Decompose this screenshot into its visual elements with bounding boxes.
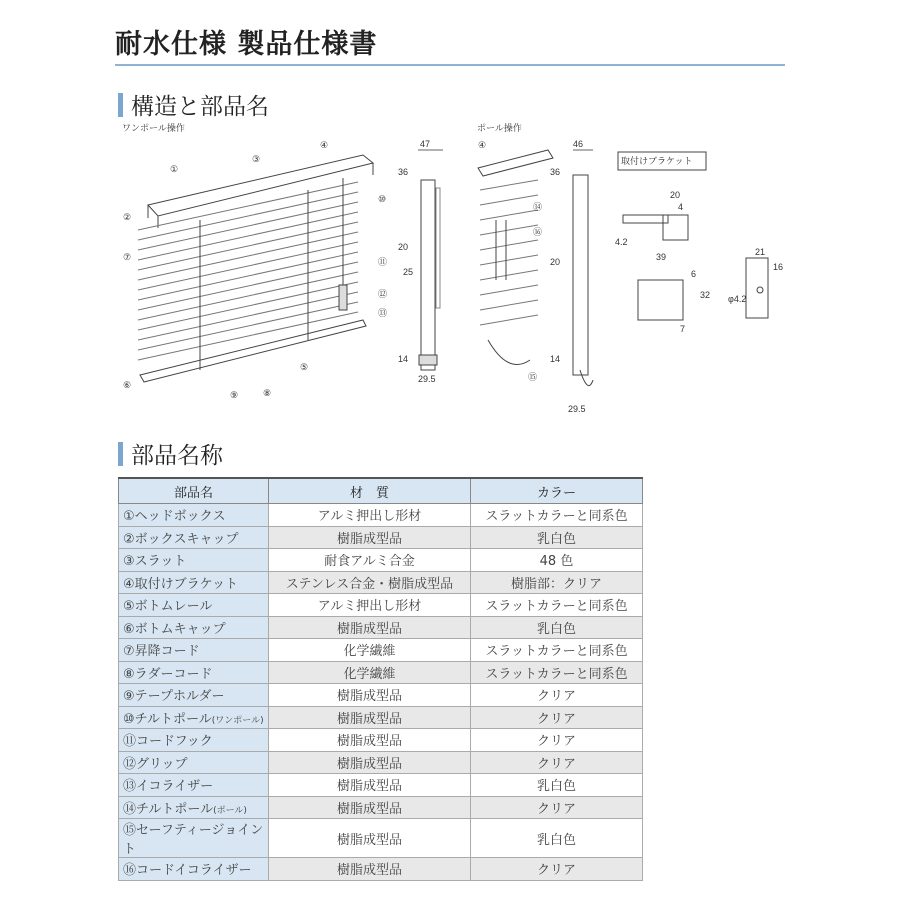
table-row xyxy=(119,571,643,594)
color-cell: クリア xyxy=(471,729,643,752)
material-cell: 樹脂成型品 xyxy=(269,858,471,881)
section-heading-structure xyxy=(118,88,269,121)
dim-bracket-b: 4 xyxy=(678,202,684,212)
material-cell: ステンレス合金・樹脂成型品 xyxy=(269,571,471,594)
one-pole-label: ワンポール操作 xyxy=(122,124,185,134)
part-name-cell xyxy=(119,639,269,662)
section-parts-title: 部品名称 xyxy=(131,443,223,469)
material-cell: 樹脂成型品 xyxy=(269,706,471,729)
dim-a-top: 47 xyxy=(420,139,431,149)
part-name: ③スラット xyxy=(123,554,187,570)
table-row xyxy=(119,639,643,662)
part-name-cell xyxy=(119,706,269,729)
parts-table-body xyxy=(119,504,643,881)
color-cell: 乳白色 xyxy=(471,526,643,549)
part-name: ⑥ボトムキャップ xyxy=(123,621,226,637)
dim-b-h2: 20 xyxy=(550,257,561,267)
color-cell: 樹脂部：クリア xyxy=(471,571,643,594)
color-cell: 乳白色 xyxy=(471,616,643,639)
callout-9: ⑨ xyxy=(230,390,239,400)
part-name-cell xyxy=(119,774,269,797)
dim-bracket-e: 6 xyxy=(691,269,697,279)
callout-6: ⑥ xyxy=(123,380,132,390)
dim-bracket-f: 32 xyxy=(700,290,711,300)
callout-2: ② xyxy=(123,212,132,222)
part-name-cell xyxy=(119,684,269,707)
part-name-cell xyxy=(119,616,269,639)
part-name-cell xyxy=(119,526,269,549)
material-cell: 樹脂成型品 xyxy=(269,616,471,639)
part-name-cell xyxy=(119,858,269,881)
dim-bracket-i: 16 xyxy=(773,262,784,272)
callout-8: ⑧ xyxy=(263,388,272,398)
color-cell: クリア xyxy=(471,684,643,707)
part-name-cell xyxy=(119,796,269,819)
part-name: ⑯コードイコライザー xyxy=(123,863,252,879)
color-cell: クリア xyxy=(471,706,643,729)
dim-a-bottom: 29.5 xyxy=(418,374,436,384)
part-name-cell xyxy=(119,661,269,684)
dim-a-h3: 25 xyxy=(403,267,414,277)
part-name: ⑭チルトポール xyxy=(123,801,214,817)
material-cell: アルミ押出し形材 xyxy=(269,504,471,527)
callout-16: ⑯ xyxy=(533,227,543,237)
callout-11: ⑪ xyxy=(378,257,388,267)
color-cell: クリア xyxy=(471,796,643,819)
dim-a-h4: 14 xyxy=(398,354,409,364)
table-row xyxy=(119,594,643,617)
color-cell: 乳白色 xyxy=(471,819,643,858)
color-cell: スラットカラーと同系色 xyxy=(471,504,643,527)
parts-table xyxy=(118,477,643,881)
part-name: ⑬イコライザー xyxy=(123,779,214,795)
callout-14: ⑭ xyxy=(533,202,543,212)
part-name-note: (ワンポール) xyxy=(211,715,264,726)
table-row xyxy=(119,504,643,527)
callout-3: ③ xyxy=(252,154,261,164)
material-cell: アルミ押出し形材 xyxy=(269,594,471,617)
part-name: ④取付けブラケット xyxy=(123,576,239,592)
part-name-cell xyxy=(119,594,269,617)
color-cell: 48 色 xyxy=(471,549,643,572)
callout-r4: ④ xyxy=(478,140,487,150)
part-name: ⑦昇降コード xyxy=(123,644,200,660)
color-cell: スラットカラーと同系色 xyxy=(471,594,643,617)
section-marker xyxy=(118,442,123,466)
table-row xyxy=(119,751,643,774)
material-cell: 樹脂成型品 xyxy=(269,684,471,707)
material-cell: 樹脂成型品 xyxy=(269,751,471,774)
table-row xyxy=(119,526,643,549)
section-marker xyxy=(118,93,123,117)
part-name: ⑧ラダーコード xyxy=(123,666,213,682)
callout-5: ⑤ xyxy=(300,362,309,372)
color-cell: クリア xyxy=(471,751,643,774)
table-row xyxy=(119,706,643,729)
dim-a-h1: 36 xyxy=(398,167,409,177)
column-header-color: カラー xyxy=(471,478,643,504)
table-row xyxy=(119,796,643,819)
dim-bracket-a: 20 xyxy=(670,190,681,200)
table-row xyxy=(119,661,643,684)
part-name: ⑩チルトポール xyxy=(123,711,212,727)
blind-pole-drawing xyxy=(478,150,553,365)
color-cell: スラットカラーと同系色 xyxy=(471,639,643,662)
callout-12: ⑫ xyxy=(378,289,388,299)
pole-label: ポール操作 xyxy=(477,124,522,134)
page-title: 耐水仕様 製品仕様書 xyxy=(115,29,378,60)
table-row xyxy=(119,729,643,752)
structure-diagram xyxy=(118,130,788,425)
material-cell: 樹脂成型品 xyxy=(269,819,471,858)
part-name-cell xyxy=(119,729,269,752)
section-heading-parts xyxy=(118,437,223,470)
dim-bracket-c: 4.2 xyxy=(615,237,628,247)
color-cell: 乳白色 xyxy=(471,774,643,797)
part-name: ⑪コードフック xyxy=(123,734,213,750)
section-structure-title: 構造と部品名 xyxy=(131,94,269,120)
column-header-material: 材 質 xyxy=(269,478,471,504)
column-header-name: 部品名 xyxy=(119,478,269,504)
dim-bracket-g: 7 xyxy=(680,324,686,334)
table-row xyxy=(119,616,643,639)
profile-a-drawing xyxy=(418,150,443,370)
part-name-cell xyxy=(119,571,269,594)
part-name: ①ヘッドボックス xyxy=(123,509,226,525)
table-row xyxy=(119,774,643,797)
table-header-row xyxy=(119,478,643,504)
color-cell: スラットカラーと同系色 xyxy=(471,661,643,684)
part-name-cell xyxy=(119,504,269,527)
color-cell: クリア xyxy=(471,858,643,881)
part-name: ⑫グリップ xyxy=(123,756,188,772)
part-name-cell xyxy=(119,751,269,774)
profile-b-drawing xyxy=(573,150,593,386)
part-name: ⑤ボトムレール xyxy=(123,599,213,615)
callout-13: ⑬ xyxy=(378,308,388,318)
part-name: ⑨テープホルダー xyxy=(123,689,225,705)
part-name-note: (ポール) xyxy=(213,805,247,816)
callout-7: ⑦ xyxy=(123,252,132,262)
dim-bracket-h: 21 xyxy=(755,247,766,257)
material-cell: 樹脂成型品 xyxy=(269,729,471,752)
dim-bracket-j: φ4.2 xyxy=(728,294,747,304)
title-divider xyxy=(115,64,785,66)
dim-a-h2: 20 xyxy=(398,242,409,252)
material-cell: 樹脂成型品 xyxy=(269,796,471,819)
table-row xyxy=(119,684,643,707)
part-name: ②ボックスキャップ xyxy=(123,531,239,547)
table-row xyxy=(119,858,643,881)
table-row xyxy=(119,549,643,572)
dim-b-h4: 14 xyxy=(550,354,561,364)
material-cell: 樹脂成型品 xyxy=(269,774,471,797)
dim-b-top: 46 xyxy=(573,139,584,149)
blind-one-pole-drawing xyxy=(138,155,373,382)
dim-b-bottom: 29.5 xyxy=(568,404,586,414)
material-cell: 化学繊維 xyxy=(269,639,471,662)
dim-bracket-d: 39 xyxy=(656,252,667,262)
part-name: ⑮セーフティージョイント xyxy=(123,823,264,857)
material-cell: 樹脂成型品 xyxy=(269,526,471,549)
callout-1: ① xyxy=(170,164,179,174)
part-name-cell xyxy=(119,549,269,572)
dim-b-h1: 36 xyxy=(550,167,561,177)
callout-10: ⑩ xyxy=(378,194,387,204)
bracket-label: 取付けブラケット xyxy=(621,156,693,166)
callout-4: ④ xyxy=(320,140,329,150)
table-row xyxy=(119,819,643,858)
part-name-cell xyxy=(119,819,269,858)
material-cell: 耐食アルミ合金 xyxy=(269,549,471,572)
material-cell: 化学繊維 xyxy=(269,661,471,684)
callout-15: ⑮ xyxy=(528,372,538,382)
